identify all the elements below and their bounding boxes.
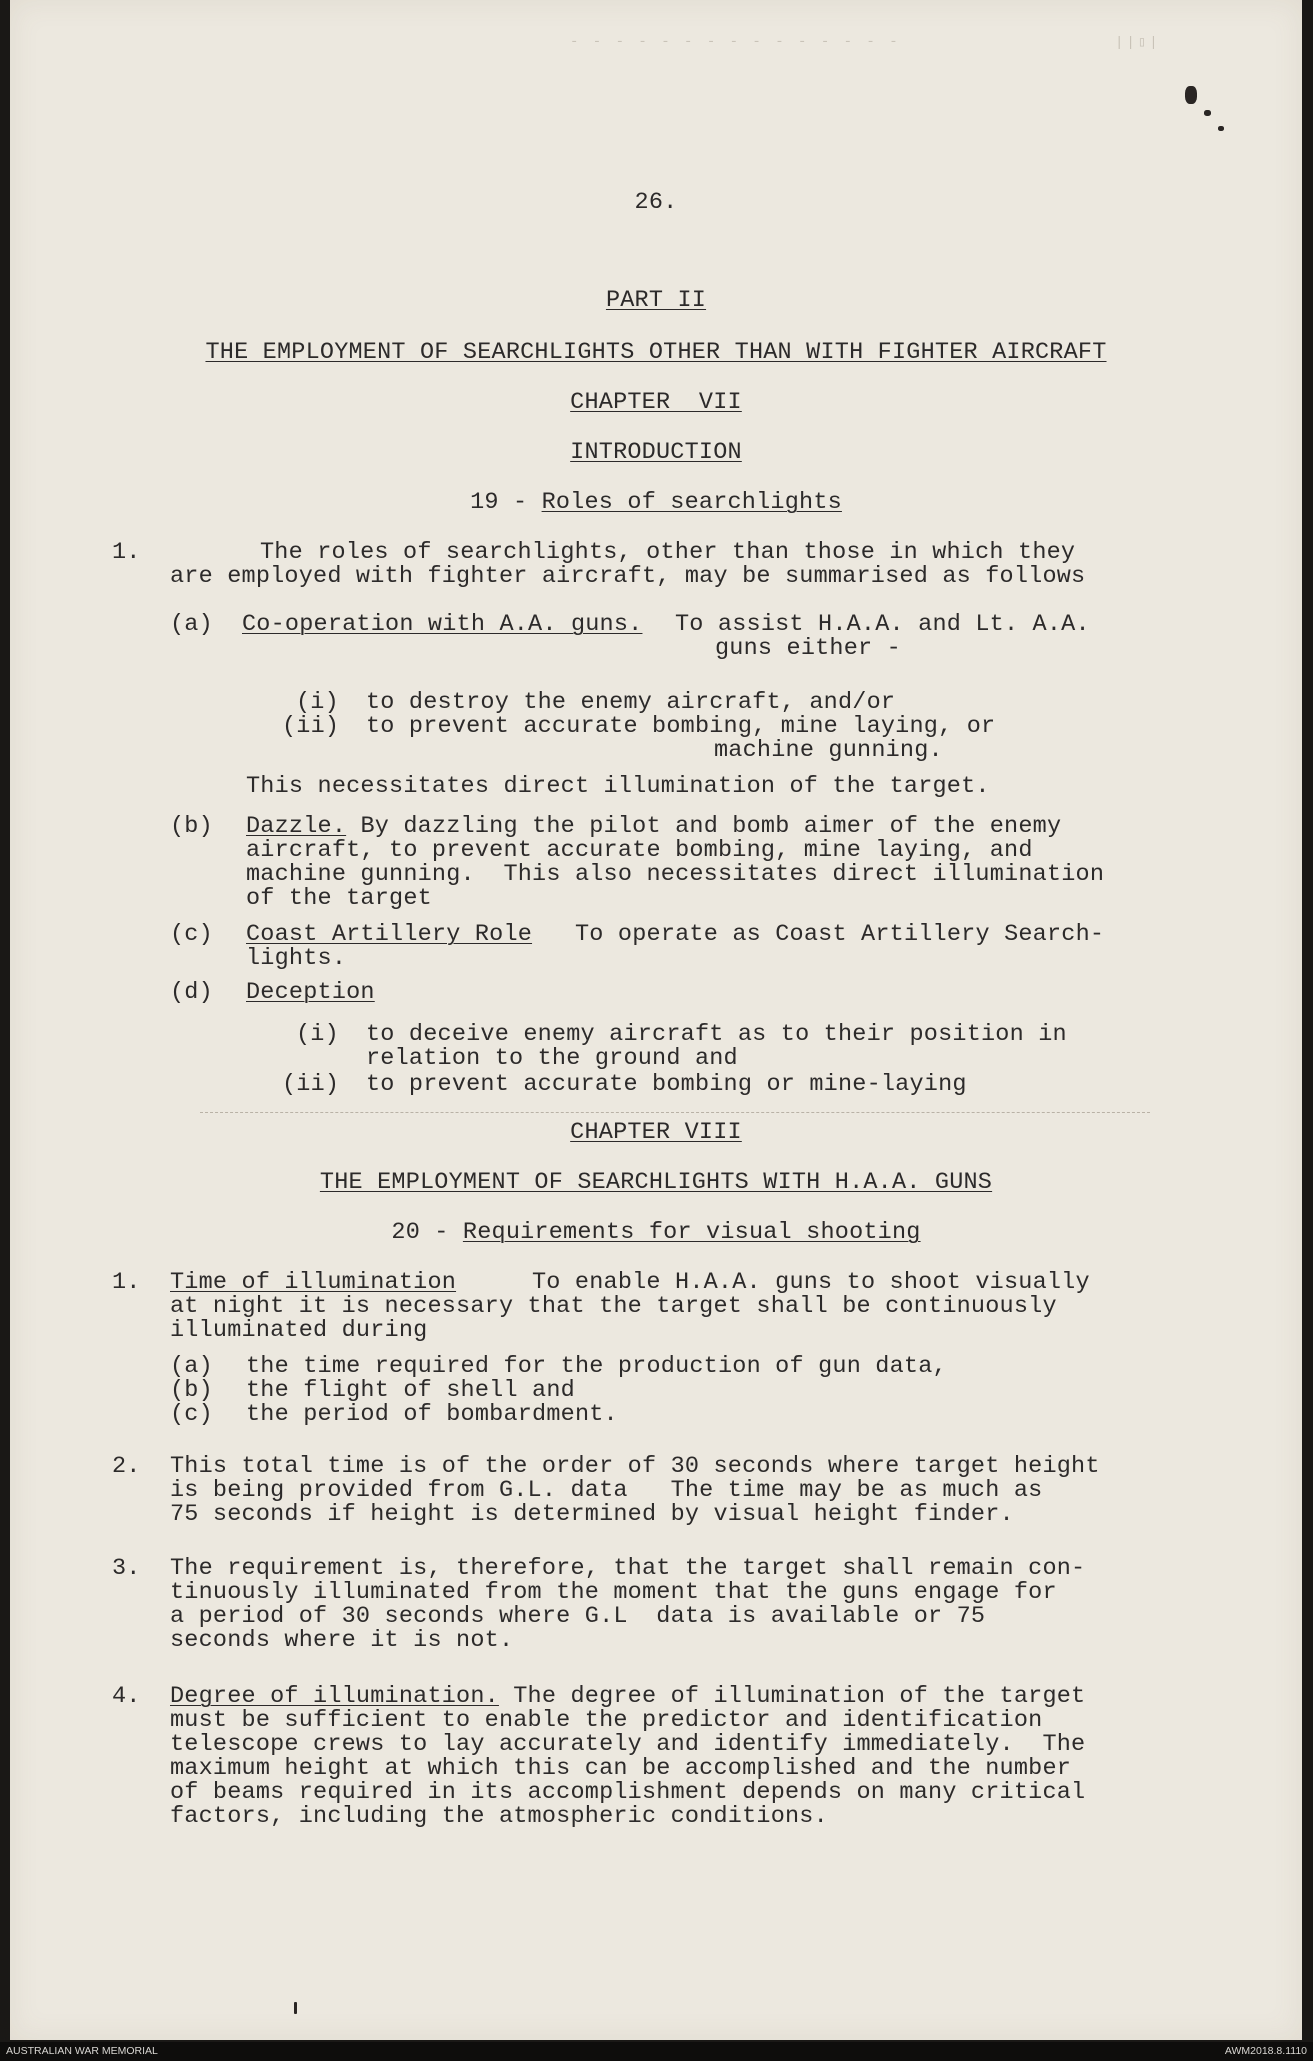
part-title: THE EMPLOYMENT OF SEARCHLIGHTS OTHER THAN WITH FIGHTER AIRCRAFT bbox=[205, 339, 1107, 366]
para-line: seconds where it is not. bbox=[170, 1627, 514, 1654]
para-title: Time of illumination bbox=[170, 1269, 457, 1296]
chapter-viii-title: THE EMPLOYMENT OF SEARCHLIGHTS WITH H.A.A. GUNS bbox=[319, 1169, 993, 1196]
item-label: (a) bbox=[170, 611, 213, 638]
para-number: 3. bbox=[112, 1555, 141, 1582]
para-line: are employed with fighter aircraft, may be summarised as follows bbox=[170, 563, 1086, 590]
para-line: is being provided from G.L. data The time may be as much as bbox=[170, 1477, 1043, 1504]
para-number: 2. bbox=[112, 1453, 141, 1480]
list-item-label: (c) bbox=[170, 1401, 213, 1428]
sub-item-text: to prevent accurate bombing or mine-laying bbox=[366, 1071, 967, 1098]
para-line: The requirement is, therefore, that the target shall remain con- bbox=[170, 1555, 1086, 1582]
para-line: of beams required in its accomplishment depends on many critical bbox=[170, 1779, 1086, 1806]
item-note: This necessitates direct illumination of the target. bbox=[246, 773, 990, 800]
part-heading: PART II bbox=[605, 287, 707, 314]
item-line: To operate as Coast Artillery Search- bbox=[575, 921, 1105, 948]
list-item-label: (b) bbox=[170, 1377, 213, 1404]
para-number: 4. bbox=[112, 1683, 141, 1710]
item-line: guns either - bbox=[715, 635, 901, 662]
ink-blot bbox=[1204, 110, 1211, 116]
para-line: must be sufficient to enable the predictor and identification bbox=[170, 1707, 1043, 1734]
ink-mark bbox=[294, 2002, 297, 2014]
para-line: tinuously illuminated from the moment that the guns engage for bbox=[170, 1579, 1057, 1606]
item-line: aircraft, to prevent accurate bombing, mine laying, and bbox=[246, 837, 1033, 864]
para-line: Degree of illumination. The degree of illumination of the target bbox=[170, 1683, 1086, 1710]
item-line: lights. bbox=[246, 945, 347, 972]
chapter-viii-heading: CHAPTER VIII bbox=[570, 1119, 742, 1146]
ink-blot bbox=[1185, 86, 1197, 104]
chapter-vii-subheading: INTRODUCTION bbox=[570, 439, 742, 466]
item-line: To assist H.A.A. and Lt. A.A. bbox=[675, 611, 1090, 638]
para-line: a period of 30 seconds where G.L data is available or 75 bbox=[170, 1603, 986, 1630]
sub-item-text: to prevent accurate bombing, mine laying, or bbox=[366, 713, 996, 740]
para-number: 1. bbox=[112, 539, 141, 566]
item-label: (c) bbox=[170, 921, 213, 948]
list-item-text: the time required for the production of gun data, bbox=[246, 1353, 947, 1380]
item-line: Dazzle. By dazzling the pilot and bomb aimer of the enemy bbox=[246, 813, 1062, 840]
archive-footer bbox=[0, 2042, 1313, 2061]
section-19-heading: 19 - Roles of searchlights bbox=[470, 489, 842, 516]
para-number: 1. bbox=[112, 1269, 141, 1296]
footer-catalogue-number: AWM2018.8.1110 bbox=[1224, 2045, 1307, 2057]
para-line: This total time is of the order of 30 seconds where target height bbox=[170, 1453, 1100, 1480]
bleed-through-text: ||▯| bbox=[1115, 35, 1161, 51]
para-line: factors, including the atmospheric conditions. bbox=[170, 1803, 828, 1830]
item-line: of the target bbox=[246, 885, 432, 912]
list-item-text: the flight of shell and bbox=[246, 1377, 575, 1404]
sub-item-text: machine gunning. bbox=[714, 737, 943, 764]
list-item-label: (a) bbox=[170, 1353, 213, 1380]
page-number: 26. bbox=[634, 189, 678, 216]
item-title: Coast Artillery Role bbox=[246, 921, 533, 948]
item-line: machine gunning. This also necessitates direct illumination bbox=[246, 861, 1105, 888]
sub-item-label: (ii) bbox=[282, 1071, 340, 1098]
para-line: 75 seconds if height is determined by visual height finder. bbox=[170, 1501, 1014, 1528]
document-page bbox=[10, 0, 1302, 2040]
sub-item-text: to deceive enemy aircraft as to their position in bbox=[366, 1021, 1067, 1048]
sub-item-text: relation to the ground and bbox=[366, 1045, 738, 1072]
para-line: illuminated during bbox=[170, 1317, 428, 1344]
faint-divider bbox=[200, 1112, 1150, 1113]
ink-blot bbox=[1218, 126, 1224, 131]
section-20-heading: 20 - Requirements for visual shooting bbox=[391, 1219, 921, 1246]
para-line: telescope crews to lay accurately and identify immediately. The bbox=[170, 1731, 1086, 1758]
item-title: Deception bbox=[246, 979, 375, 1006]
bleed-through-text: - - - - - - - - - - - - - - - bbox=[570, 34, 901, 50]
para-line: maximum height at which this can be accomplished and the number bbox=[170, 1755, 1072, 1782]
sub-item-label: (i) bbox=[296, 689, 339, 716]
sub-item-text: to destroy the enemy aircraft, and/or bbox=[366, 689, 896, 716]
sub-item-label: (i) bbox=[296, 1021, 339, 1048]
para-line: at night it is necessary that the target shall be continuously bbox=[170, 1293, 1057, 1320]
list-item-text: the period of bombardment. bbox=[246, 1401, 618, 1428]
item-label: (b) bbox=[170, 813, 213, 840]
chapter-vii-heading: CHAPTER VII bbox=[570, 389, 742, 416]
item-title: Co-operation with A.A. guns. bbox=[242, 611, 643, 638]
item-label: (d) bbox=[170, 979, 213, 1006]
para-line: The roles of searchlights, other than those in which they bbox=[260, 539, 1076, 566]
sub-item-label: (ii) bbox=[282, 713, 340, 740]
para-line: To enable H.A.A. guns to shoot visually bbox=[532, 1269, 1090, 1296]
footer-institution: AUSTRALIAN WAR MEMORIAL bbox=[6, 2045, 158, 2057]
